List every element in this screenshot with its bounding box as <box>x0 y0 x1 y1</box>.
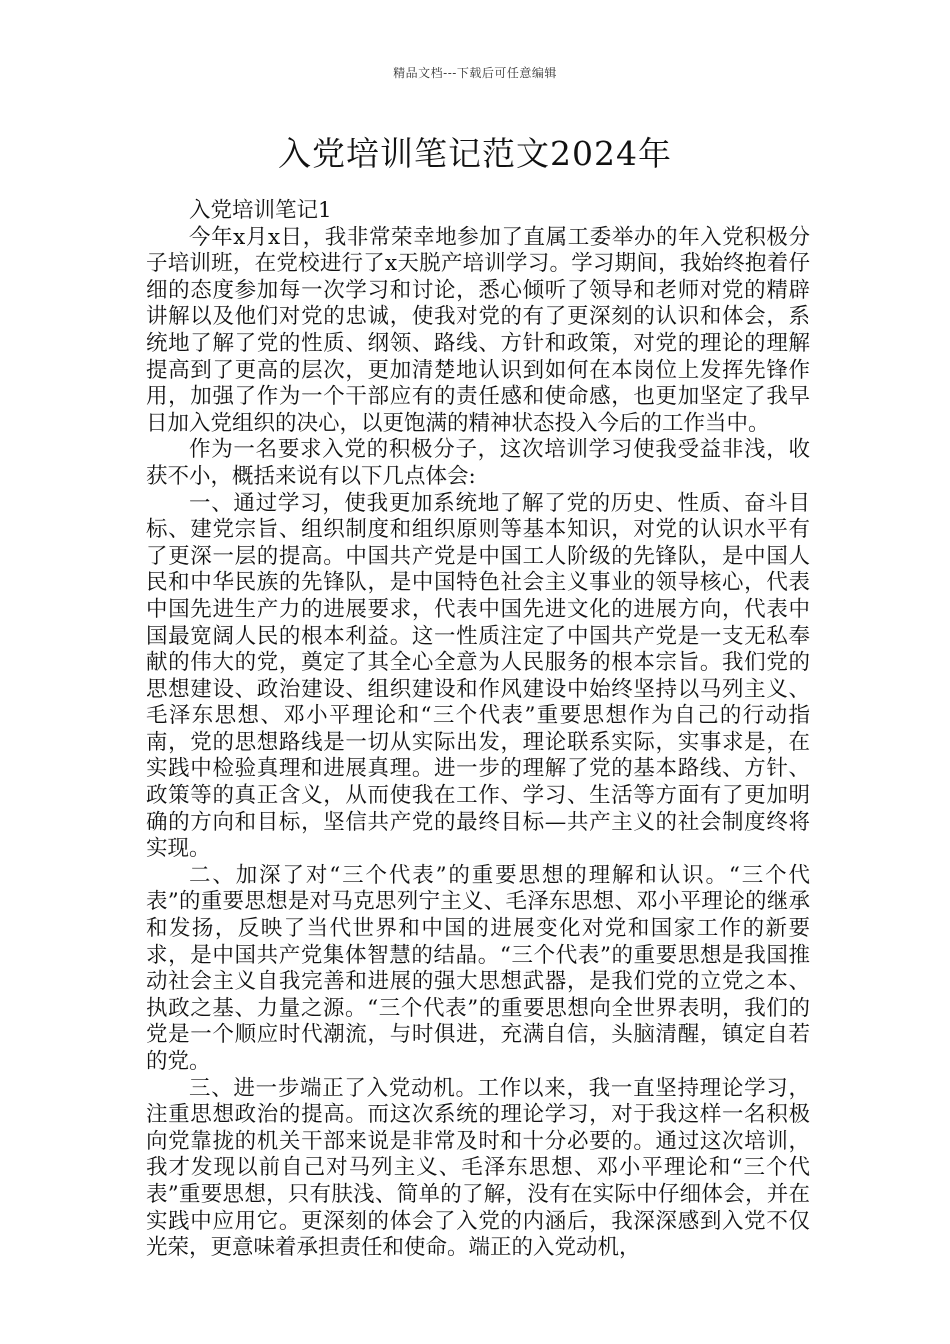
paragraph: 二、加深了对“三个代表”的重要思想的理解和认识。“三个代表”的重要思想是对马克思列宁主义、毛泽东思想、邓小平理论的继承和发扬，反映了当代世界和中国的进展变化对党和国家工作的新要求，是中国共产党集体智慧的结晶。“三个代表”的重要思想是我国推动社会主义自我完善和进展的强大思想武器，是我们党的立党之本、执政之基、力量之源。“三个代表”的重要思想向全世界表明，我们的党是一个顺应时代潮流，与时俱进，充满自信，头脑清醒，镇定自若的党。 <box>146 862 810 1074</box>
header-note: 精品文档---下载后可任意编辑 <box>393 66 557 80</box>
document-body <box>146 198 810 1262</box>
paragraph: 今年x月x日，我非常荣幸地参加了直属工委举办的年入党积极分子培训班，在党校进行了x天脱产培训学习。学习期间，我始终抱着仔细的态度参加每一次学习和讨论，悉心倾听了领导和老师对党的精辟讲解以及他们对党的忠诚，使我对党的有了更深刻的认识和体会，系统地了解了党的性质、纲领、路线、方针和政策，对党的理论的理解提高到了更高的层次，更加清楚地认识到如何在本岗位上发挥先锋作用，加强了作为一个干部应有的责任感和使命感，也更加坚定了我早日加入党组织的决心，以更饱满的精神状态投入今后的工作当中。 <box>146 224 810 436</box>
document-title: 入党培训笔记范文2024年 <box>278 134 672 173</box>
paragraph: 作为一名要求入党的积极分子，这次培训学习使我受益非浅，收获不小，概括来说有以下几点体会: <box>146 437 810 489</box>
section-heading: 入党培训笔记1 <box>189 198 332 223</box>
paragraph: 一、通过学习，使我更加系统地了解了党的历史、性质、奋斗目标、建党宗旨、组织制度和组织原则等基本知识，对党的认识水平有了更深一层的提高。中国共产党是中国工人阶级的先锋队，是中国人民和中华民族的先锋队，是中国特色社会主义事业的领导核心，代表中国先进生产力的进展要求，代表中国先进文化的进展方向，代表中国最宽阔人民的根本利益。这一性质注定了中国共产党是一支无私奉献的伟大的党，奠定了其全心全意为人民服务的根本宗旨。我们党的思想建设、政治建设、组织建设和作风建设中始终坚持以马列主义、毛泽东思想、邓小平理论和“三个代表”重要思想作为自己的行动指南，党的思想路线是一切从实际出发，理论联系实际，实事求是，在实践中检验真理和进展真理。进一步的理解了党的基本路线、方针、政策等的真正含义，从而使我在工作、学习、生活等方面有了更加明确的方向和目标，坚信共产党的最终目标—共产主义的社会制度终将实现。 <box>146 490 810 862</box>
paragraph: 三、进一步端正了入党动机。工作以来，我一直坚持理论学习，注重思想政治的提高。而这次系统的理论学习，对于我这样一名积极向党靠拢的机关干部来说是非常及时和十分必要的。通过这次培训，我才发现以前自己对马列主义、毛泽东思想、邓小平理论和“三个代表”重要思想，只有肤浅、简单的了解，没有在实际中仔细体会，并在实践中应用它。更深刻的体会了入党的内涵后，我深深感到入党不仅光荣，更意味着承担责任和使命。端正的入党动机， <box>146 1075 810 1261</box>
